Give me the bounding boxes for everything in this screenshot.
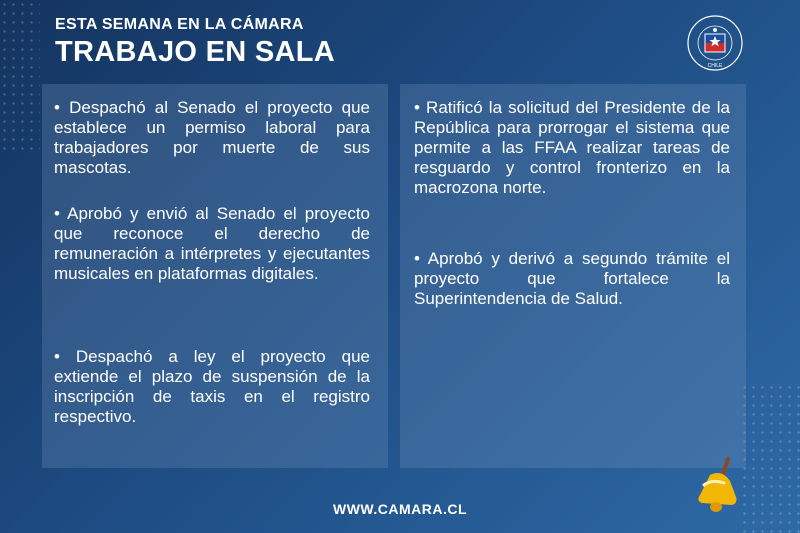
list-item: • Despachó al Senado el proyecto que establece un permiso laboral para trabajadores por muerte de sus mascotas. <box>54 98 370 177</box>
list-item: • Ratificó la solicitud del Presidente de la República para prorrogar el sistema que permite a las FFAA realizar tareas de resguardo y control fronterizo en la macrozona norte. <box>414 98 730 197</box>
decorative-dots <box>0 0 40 150</box>
right-panel <box>400 84 746 468</box>
left-panel <box>42 84 388 468</box>
page-title: TRABAJO EN SALA <box>55 36 336 68</box>
list-item: • Despachó a ley el proyecto que extiende el plazo de suspensión de la inscripción de taxis en el registro respectivo. <box>54 347 370 426</box>
bell-icon <box>692 455 744 519</box>
header-kicker: ESTA SEMANA EN LA CÁMARA <box>55 16 304 33</box>
list-item: • Aprobó y envió al Senado el proyecto que reconoce el derecho de remuneración a intérpretes y ejecutantes musicales en plataformas digitales. <box>54 204 370 283</box>
list-item: • Aprobó y derivó a segundo trámite el proyecto que fortalece la Superintendencia de Salud. <box>414 249 730 308</box>
camara-diputados-seal-icon <box>686 14 744 72</box>
svg-text:CHILE: CHILE <box>707 63 723 69</box>
footer-url: WWW.CAMARA.CL <box>332 501 468 517</box>
